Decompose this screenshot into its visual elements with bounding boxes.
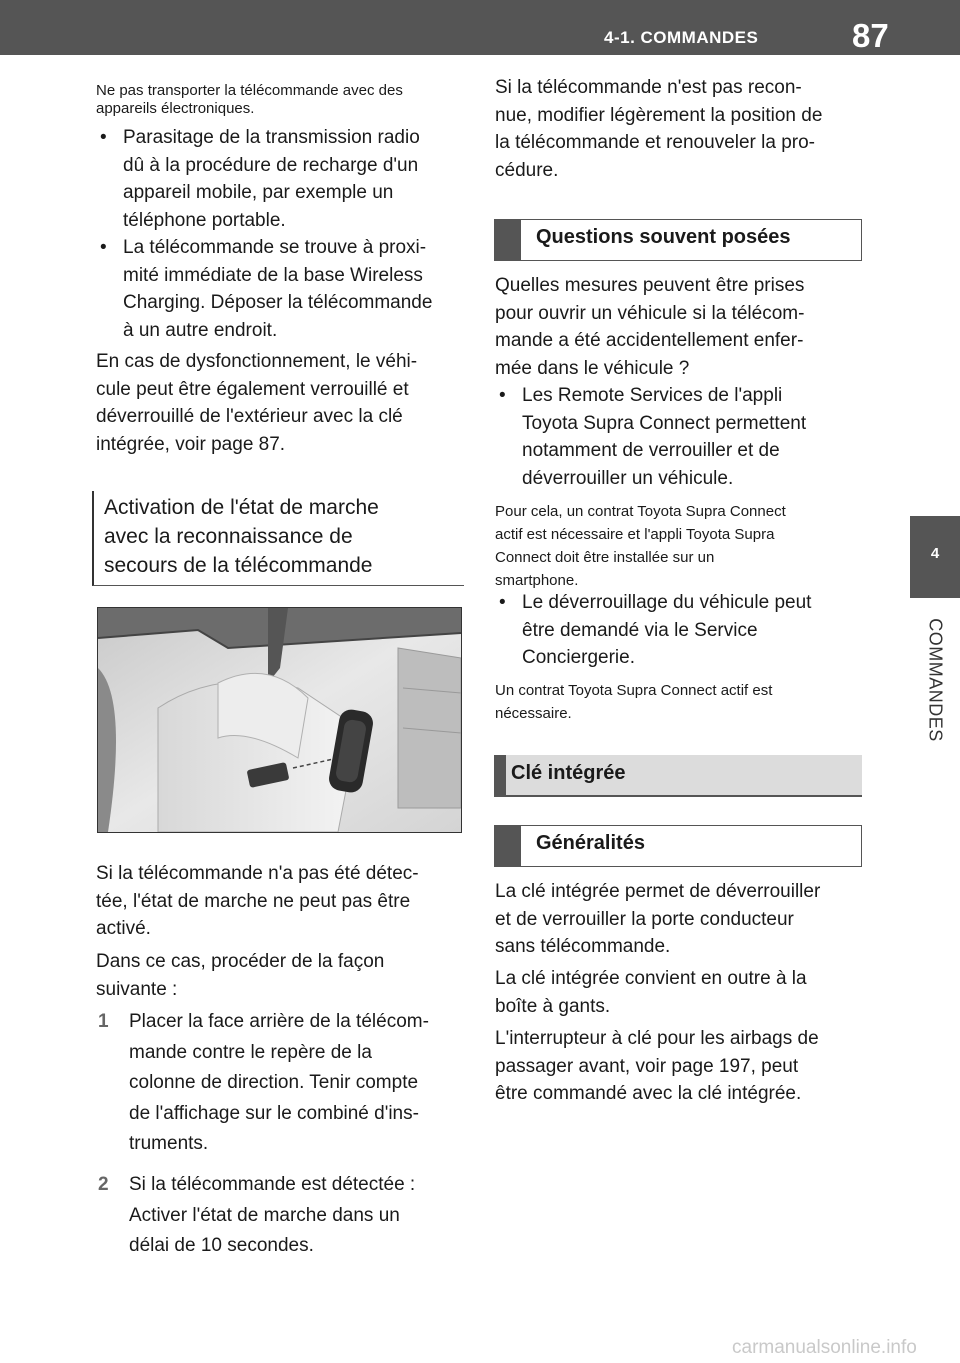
steering-column-illustration bbox=[97, 607, 462, 833]
step-1 bbox=[98, 1007, 499, 1160]
bullet-dot: • bbox=[100, 237, 107, 258]
text-line: nue, modifier légèrement la position de bbox=[495, 104, 823, 126]
heading-line: avec la reconnaissance de bbox=[104, 525, 353, 548]
text-line: Pour cela, un contrat Toyota Supra Connect bbox=[495, 503, 786, 520]
heading-text: Clé intégrée bbox=[511, 762, 626, 784]
bullet-line: Toyota Supra Connect permettent bbox=[522, 412, 807, 434]
bullet-dot: • bbox=[499, 385, 506, 406]
text-line: la télécommande et renouveler la pro- bbox=[495, 132, 816, 153]
text-line: La clé intégrée convient en outre à la bbox=[495, 968, 807, 989]
bullet-line: Les Remote Services de l'appli bbox=[522, 385, 783, 406]
heading-faq bbox=[494, 219, 862, 261]
text-line: activé. bbox=[96, 918, 151, 939]
step-line: de l'affichage sur le combiné d'ins- bbox=[129, 1102, 419, 1124]
bullet-line: La télécommande se trouve à proxi- bbox=[123, 237, 427, 258]
paragraph-not-detected bbox=[96, 860, 466, 943]
page-number: 87 bbox=[852, 17, 889, 54]
step-line: Activer l'état de marche dans un bbox=[129, 1204, 400, 1226]
bullet-line: appareil mobile, par exemple un bbox=[123, 182, 394, 203]
text-line: Quelles mesures peuvent être prises bbox=[495, 275, 805, 296]
paragraph-procedure bbox=[96, 948, 466, 1003]
heading-integrated-key bbox=[494, 755, 862, 797]
bullet-line: Parasitage de la transmission radio bbox=[123, 127, 420, 148]
step-line: délai de 10 secondes. bbox=[129, 1235, 314, 1256]
text-line: smartphone. bbox=[495, 572, 579, 589]
text-line: pour ouvrir un véhicule si la télécom- bbox=[495, 302, 805, 324]
heading-marker bbox=[495, 220, 521, 260]
step-line: Si la télécommande est détectée : bbox=[129, 1174, 416, 1195]
paragraph-key-2 bbox=[495, 965, 865, 1020]
text-line: passager avant, voir page 197, peut bbox=[495, 1055, 799, 1077]
text-line: L'interrupteur à clé pour les airbags de bbox=[495, 1028, 819, 1049]
step-2 bbox=[98, 1170, 499, 1262]
paragraph-faq-question bbox=[495, 272, 865, 382]
paragraph-key-3 bbox=[495, 1025, 865, 1108]
bullet-line: notamment de verrouiller et de bbox=[522, 440, 780, 461]
text-line: boîte à gants. bbox=[495, 995, 611, 1017]
heading-general bbox=[494, 825, 862, 867]
heading-text: Questions souvent posées bbox=[536, 226, 791, 248]
heading-marker bbox=[494, 755, 506, 795]
text-line: Un contrat Toyota Supra Connect actif est bbox=[495, 682, 773, 699]
bullet-line: être demandé via le Service bbox=[522, 619, 758, 641]
bullet-dot: • bbox=[499, 592, 506, 613]
paragraph-malfunction bbox=[96, 348, 466, 458]
text-line: Si la télécommande n'est pas recon- bbox=[495, 77, 802, 98]
bullet-line: Conciergerie. bbox=[522, 647, 635, 668]
text-line: et de verrouiller la porte conducteur bbox=[495, 908, 794, 930]
step-line: mande contre le repère de la bbox=[129, 1041, 372, 1063]
text-line: tée, l'état de marche ne peut pas être bbox=[96, 890, 411, 912]
bullet-remote-services bbox=[495, 382, 892, 492]
text-line: La clé intégrée permet de déverrouiller bbox=[495, 881, 821, 902]
chapter-label: COMMANDES bbox=[925, 618, 946, 742]
text-line: Connect doit être installée sur un bbox=[495, 549, 715, 566]
bullet-line: mité immédiate de la base Wireless bbox=[123, 264, 423, 286]
step-line: colonne de direction. Tenir compte bbox=[129, 1072, 419, 1093]
text-line: intégrée, voir page 87. bbox=[96, 433, 286, 455]
bullet-line: Charging. Déposer la télécommande bbox=[123, 292, 433, 313]
heading-marker bbox=[495, 826, 521, 866]
intro-note: Ne pas transporter la télécommande avec des appareils électroniques. bbox=[96, 82, 403, 117]
step-line: Placer la face arrière de la télécom- bbox=[129, 1011, 429, 1032]
text-line: mande a été accidentellement enfer- bbox=[495, 330, 804, 351]
note-contract bbox=[495, 500, 865, 592]
bullet-line: dû à la procédure de recharge d'un bbox=[123, 154, 419, 176]
section-heading-activation bbox=[92, 491, 464, 586]
site-watermark: carmanualsonline.info bbox=[732, 1337, 917, 1358]
text-line: Si la télécommande n'a pas été détec- bbox=[96, 863, 419, 884]
bullet-wireless-charging bbox=[96, 234, 493, 344]
heading-line: Activation de l'état de marche bbox=[104, 496, 379, 519]
note-contract-2 bbox=[495, 679, 865, 725]
chapter-number: 4 bbox=[930, 545, 940, 562]
illustration-svg bbox=[98, 608, 461, 832]
section-heading-text bbox=[104, 493, 379, 580]
section-title: 4-1. COMMANDES bbox=[604, 28, 759, 47]
paragraph-key-1 bbox=[495, 878, 865, 961]
text-line: sans télécommande. bbox=[495, 936, 671, 957]
text-line: En cas de dysfonctionnement, le véhi- bbox=[96, 351, 418, 372]
page-header-bar bbox=[0, 0, 960, 55]
heading-text: Généralités bbox=[536, 832, 645, 854]
bullet-line: à un autre endroit. bbox=[123, 319, 278, 341]
bullet-line: déverrouiller un véhicule. bbox=[522, 467, 734, 489]
step-number: 2 bbox=[98, 1174, 109, 1195]
text-line: nécessaire. bbox=[495, 705, 572, 722]
bullet-dot: • bbox=[100, 127, 107, 148]
text-line: mée dans le véhicule ? bbox=[495, 357, 690, 379]
bullet-line: Le déverrouillage du véhicule peut bbox=[522, 592, 812, 613]
paragraph-retry bbox=[495, 74, 865, 184]
heading-line: secours de la télécommande bbox=[104, 554, 373, 577]
text-line: suivante : bbox=[96, 978, 178, 1000]
text-line: cule peut être également verrouillé et bbox=[96, 378, 409, 400]
text-line: Dans ce cas, procéder de la façon bbox=[96, 951, 385, 972]
bullet-radio-interference bbox=[96, 124, 493, 234]
step-number: 1 bbox=[98, 1011, 109, 1032]
bullet-line: téléphone portable. bbox=[123, 209, 286, 231]
text-line: cédure. bbox=[495, 159, 559, 181]
bullet-concierge bbox=[495, 589, 892, 672]
text-line: être commandé avec la clé intégrée. bbox=[495, 1083, 802, 1104]
step-line: truments. bbox=[129, 1133, 209, 1154]
text-line: déverrouillé de l'extérieur avec la clé bbox=[96, 406, 403, 427]
text-line: actif est nécessaire et l'appli Toyota Supra bbox=[495, 526, 775, 543]
